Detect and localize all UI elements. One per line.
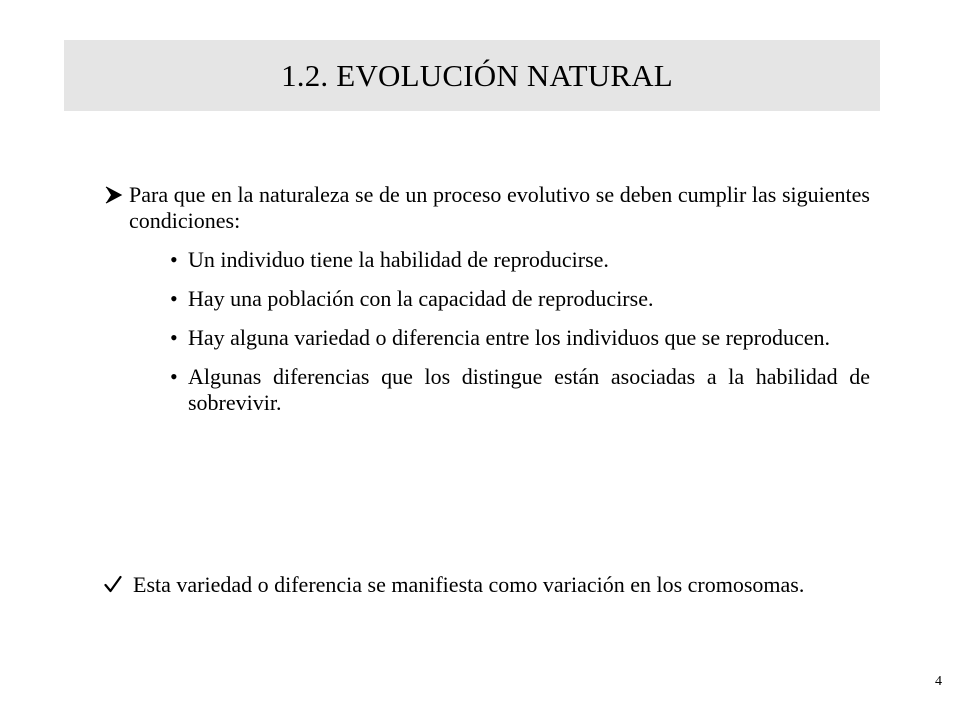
slide-content: [104, 182, 870, 429]
condition-item: [104, 286, 870, 312]
bullet-icon: •: [170, 247, 178, 272]
conclusion: [104, 572, 870, 598]
arrow-bullet-icon: [104, 185, 124, 205]
conclusion-text: Esta variedad o diferencia se manifiesta como variación en los cromosomas.: [133, 572, 805, 597]
condition-text: Hay una población con la capacidad de reproducirse.: [188, 286, 654, 311]
page-number: 4: [935, 674, 942, 689]
conditions-list: [104, 247, 870, 416]
condition-item: [104, 325, 870, 351]
bullet-icon: •: [170, 286, 178, 311]
main-point: [104, 182, 870, 234]
condition-text: Un individuo tiene la habilidad de reproducirse.: [188, 247, 609, 272]
condition-item: [104, 364, 870, 416]
bullet-icon: •: [170, 364, 178, 389]
bullet-icon: •: [170, 325, 178, 350]
main-point-text: Para que en la naturaleza se de un proceso evolutivo se deben cumplir las siguientes condiciones:: [129, 182, 870, 233]
condition-item: [104, 247, 870, 273]
condition-text: Algunas diferencias que los distingue están asociadas a la habilidad de sobrevivir.: [188, 364, 870, 415]
slide-title: 1.2. EVOLUCIÓN NATURAL: [281, 57, 673, 93]
checkmark-icon: [104, 574, 122, 594]
title-bar: [64, 40, 880, 111]
condition-text: Hay alguna variedad o diferencia entre los individuos que se reproducen.: [188, 325, 831, 350]
